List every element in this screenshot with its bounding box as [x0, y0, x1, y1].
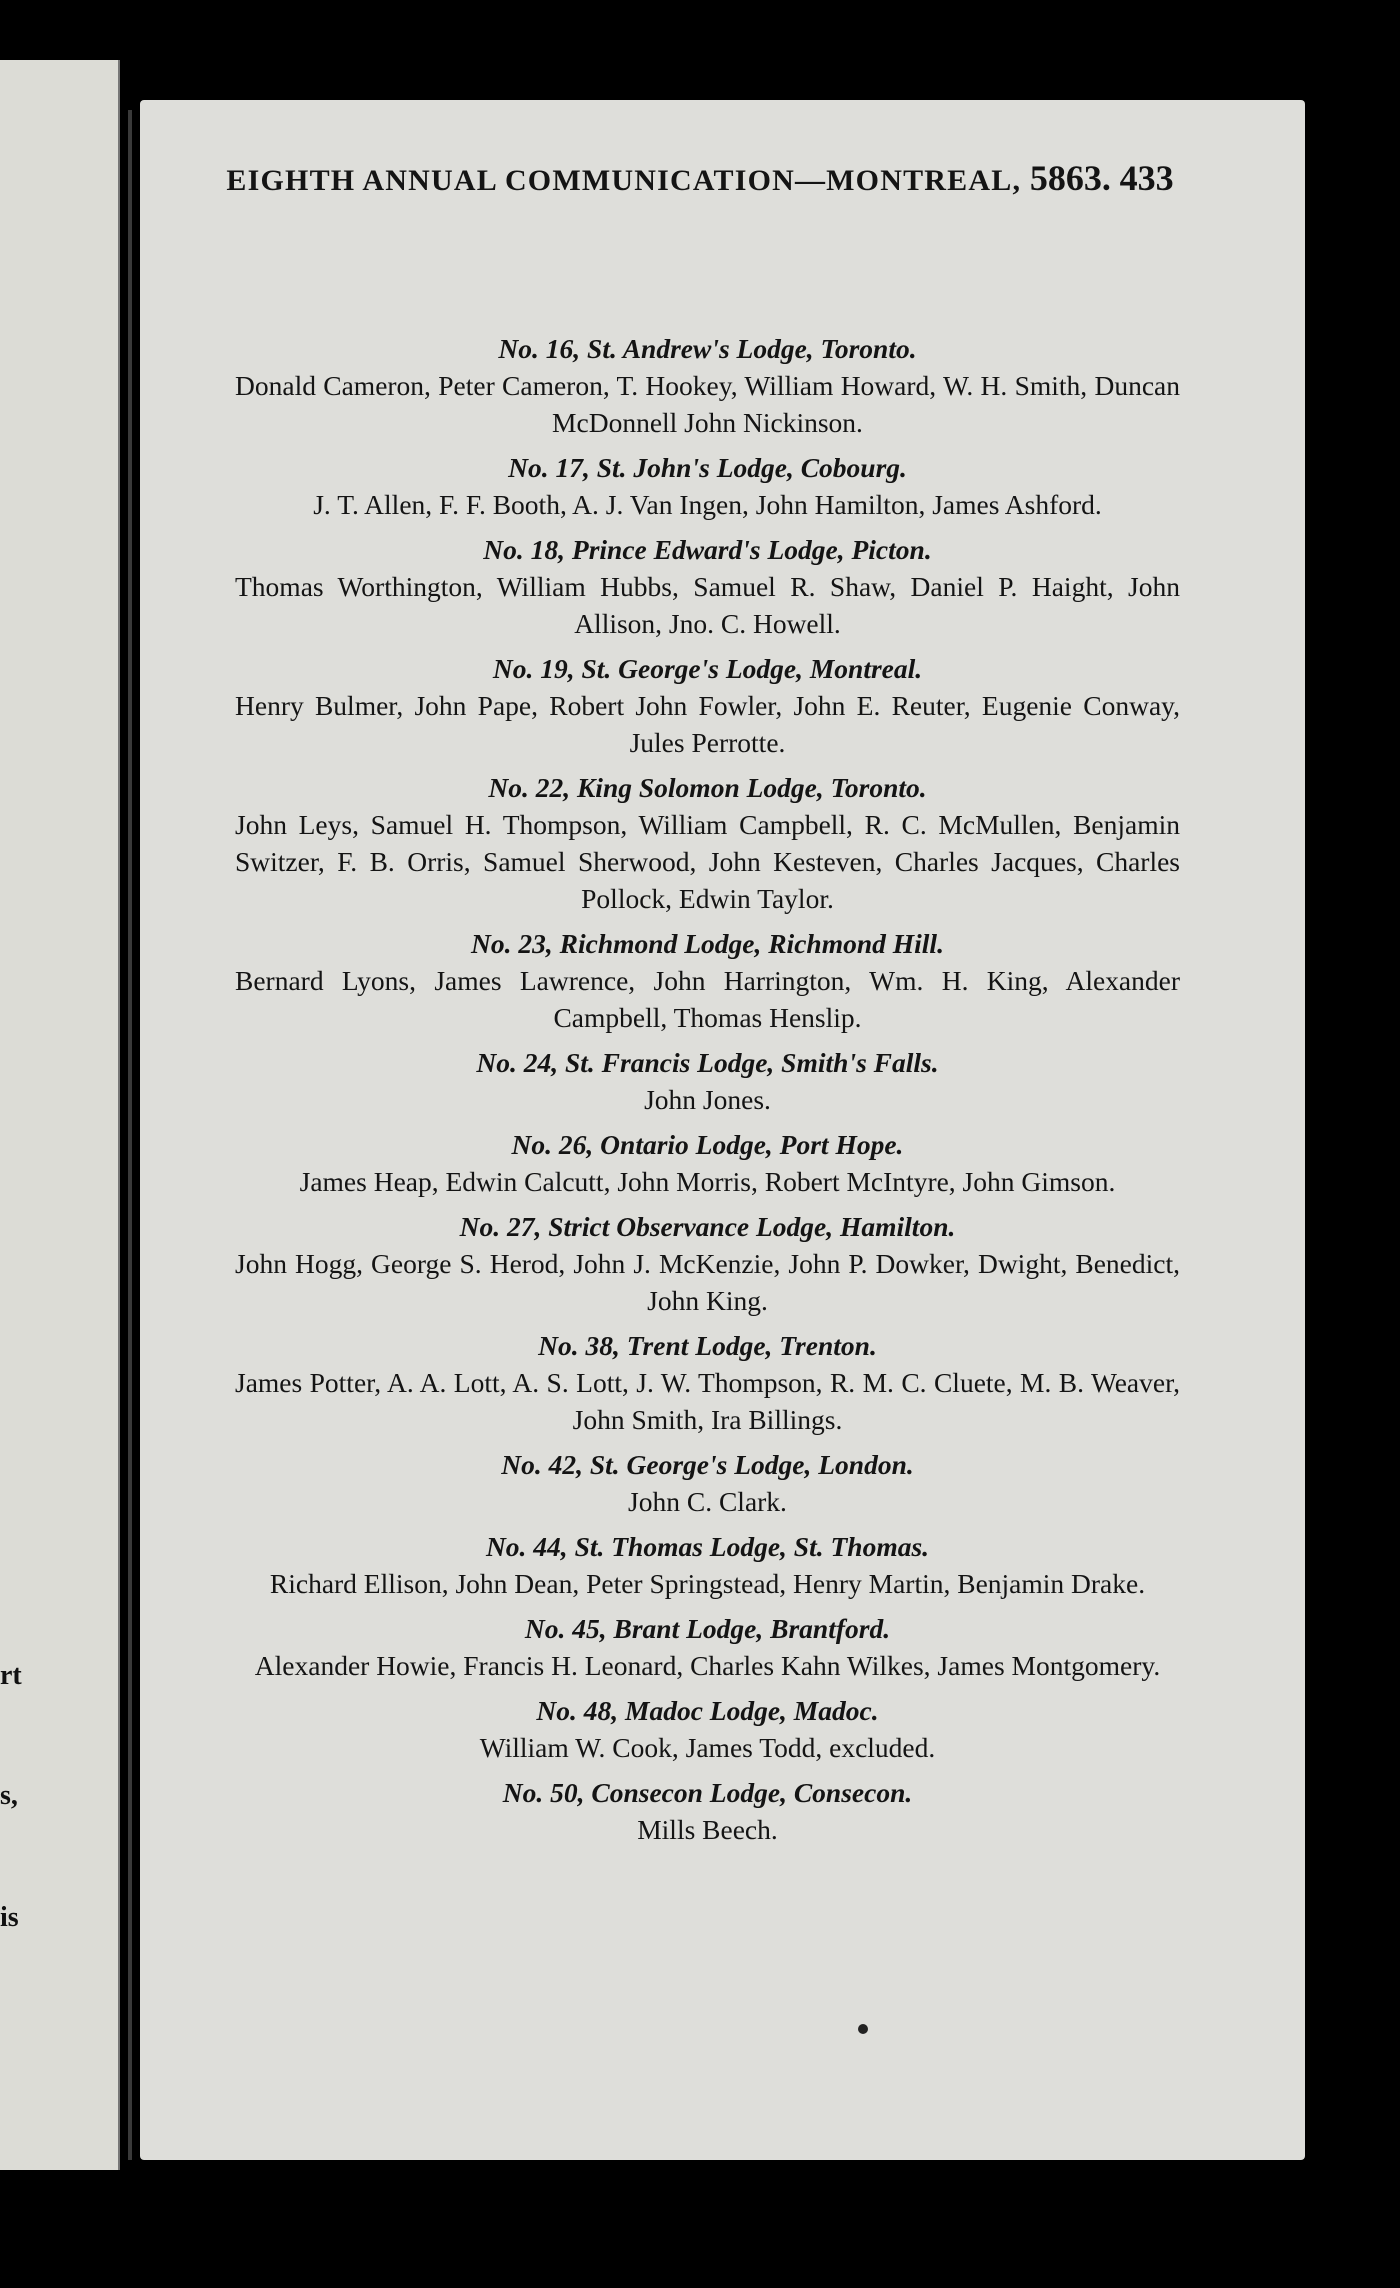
- lodge-title: [235, 1528, 1180, 1565]
- lodge-name: Madoc Lodge, Madoc.: [625, 1695, 879, 1726]
- lodge-title: [235, 1610, 1180, 1647]
- lodge-entry: [235, 531, 1180, 642]
- lodge-members: Alexander Howie, Francis H. Leonard, Charles Kahn Wilkes, James Montgomery.: [254, 1650, 1161, 1681]
- lodge-number: No. 19,: [492, 653, 575, 684]
- lodge-number: No. 18,: [483, 534, 566, 565]
- lodge-name: Brant Lodge, Brantford.: [613, 1613, 891, 1644]
- binding-gutter: [128, 110, 132, 2160]
- lodge-list: [235, 330, 1180, 1856]
- lodge-title: [235, 1446, 1180, 1483]
- lodge-name: St. George's Lodge, London.: [589, 1449, 914, 1480]
- lodge-number: No. 42,: [501, 1449, 583, 1480]
- lodge-name: St. Andrew's Lodge, Toronto.: [587, 333, 917, 364]
- lodge-number: No. 24,: [476, 1047, 559, 1078]
- running-header: [200, 157, 1200, 199]
- lodge-members: Donald Cameron, Peter Cameron, T. Hookey, William Howard, W. H. Smith, Duncan McDonnell John Nickinson.: [235, 370, 1180, 438]
- lodge-entry: [235, 769, 1180, 917]
- ink-speck: [858, 2024, 868, 2034]
- lodge-members: Henry Bulmer, John Pape, Robert John Fowler, John E. Reuter, Eugenie Conway, Jules Perrotte.: [235, 690, 1180, 758]
- lodge-number: No. 44,: [485, 1531, 568, 1562]
- lodge-entry: [235, 1610, 1180, 1684]
- lodge-title: [235, 330, 1180, 367]
- lodge-name: St. Thomas Lodge, St. Thomas.: [574, 1531, 930, 1562]
- lodge-number: No. 48,: [536, 1695, 619, 1726]
- facing-page-edge: [0, 60, 120, 2170]
- lodge-number: No. 16,: [498, 333, 581, 364]
- header-year: 5863.: [1029, 158, 1111, 198]
- page-number: 433: [1119, 158, 1174, 198]
- facing-page-fragment: s,: [0, 1780, 18, 1811]
- lodge-title: [235, 650, 1180, 687]
- lodge-entry: [235, 650, 1180, 761]
- lodge-title: [235, 1692, 1180, 1729]
- lodge-name: St. George's Lodge, Montreal.: [581, 653, 923, 684]
- lodge-members: Bernard Lyons, James Lawrence, John Harrington, Wm. H. King, Alexander Campbell, Thomas Henslip.: [235, 965, 1180, 1033]
- lodge-members: Mills Beech.: [637, 1814, 778, 1845]
- lodge-title: [235, 1208, 1180, 1245]
- lodge-title: [235, 769, 1180, 806]
- lodge-title: [235, 1774, 1180, 1811]
- lodge-entry: [235, 1528, 1180, 1602]
- lodge-members: John Hogg, George S. Herod, John J. McKenzie, John P. Dowker, Dwight, Benedict, John King.: [235, 1248, 1180, 1316]
- facing-page-fragment: rt: [0, 1660, 22, 1691]
- lodge-name: Trent Lodge, Trenton.: [626, 1330, 877, 1361]
- lodge-number: No. 45,: [524, 1613, 607, 1644]
- lodge-name: Richmond Lodge, Richmond Hill.: [559, 928, 944, 959]
- header-title: EIGHTH ANNUAL COMMUNICATION—MONTREAL,: [226, 164, 1022, 197]
- lodge-name: Strict Observance Lodge, Hamilton.: [548, 1211, 956, 1242]
- lodge-members: Thomas Worthington, William Hubbs, Samuel R. Shaw, Daniel P. Haight, John Allison, Jno. C. Howell.: [235, 571, 1180, 639]
- lodge-members: William W. Cook, James Todd, excluded.: [479, 1732, 936, 1763]
- lodge-members: John Leys, Samuel H. Thompson, William Campbell, R. C. McMullen, Benjamin Switzer, F. B. Orris, Samuel Sherwood, John Kesteven, Charles Jacques, Charles Pollock, Edwin Taylor.: [235, 809, 1180, 914]
- lodge-entry: [235, 1044, 1180, 1118]
- lodge-entry: [235, 449, 1180, 523]
- lodge-members: James Heap, Edwin Calcutt, John Morris, Robert McIntyre, John Gimson.: [299, 1166, 1116, 1197]
- lodge-title: [235, 1126, 1180, 1163]
- lodge-number: No. 38,: [538, 1330, 620, 1361]
- lodge-title: [235, 925, 1180, 962]
- lodge-entry: [235, 1692, 1180, 1766]
- lodge-number: No. 23,: [471, 928, 553, 959]
- lodge-title: [235, 1044, 1180, 1081]
- lodge-name: St. John's Lodge, Cobourg.: [596, 452, 907, 483]
- lodge-members: James Potter, A. A. Lott, A. S. Lott, J. W. Thompson, R. M. C. Cluete, M. B. Weaver, John Smith, Ira Billings.: [235, 1367, 1180, 1435]
- lodge-entry: [235, 1126, 1180, 1200]
- lodge-number: No. 50,: [502, 1777, 585, 1808]
- lodge-name: Consecon Lodge, Consecon.: [591, 1777, 913, 1808]
- lodge-title: [235, 449, 1180, 486]
- lodge-entry: [235, 1774, 1180, 1848]
- lodge-number: No. 26,: [511, 1129, 594, 1160]
- lodge-name: St. Francis Lodge, Smith's Falls.: [564, 1047, 939, 1078]
- lodge-entry: [235, 1446, 1180, 1520]
- lodge-members: J. T. Allen, F. F. Booth, A. J. Van Ingen, John Hamilton, James Ashford.: [313, 489, 1102, 520]
- lodge-members: Richard Ellison, John Dean, Peter Springstead, Henry Martin, Benjamin Drake.: [269, 1568, 1146, 1599]
- lodge-number: No. 17,: [508, 452, 590, 483]
- lodge-entry: [235, 1208, 1180, 1319]
- lodge-name: Prince Edward's Lodge, Picton.: [571, 534, 932, 565]
- lodge-entry: [235, 330, 1180, 441]
- lodge-name: Ontario Lodge, Port Hope.: [600, 1129, 904, 1160]
- lodge-number: No. 22,: [488, 772, 571, 803]
- lodge-name: King Solomon Lodge, Toronto.: [576, 772, 927, 803]
- lodge-title: [235, 1327, 1180, 1364]
- lodge-number: No. 27,: [459, 1211, 542, 1242]
- lodge-entry: [235, 925, 1180, 1036]
- lodge-members: John C. Clark.: [628, 1486, 787, 1517]
- lodge-entry: [235, 1327, 1180, 1438]
- lodge-title: [235, 531, 1180, 568]
- lodge-members: John Jones.: [644, 1084, 771, 1115]
- facing-page-fragment: is: [0, 1902, 19, 1933]
